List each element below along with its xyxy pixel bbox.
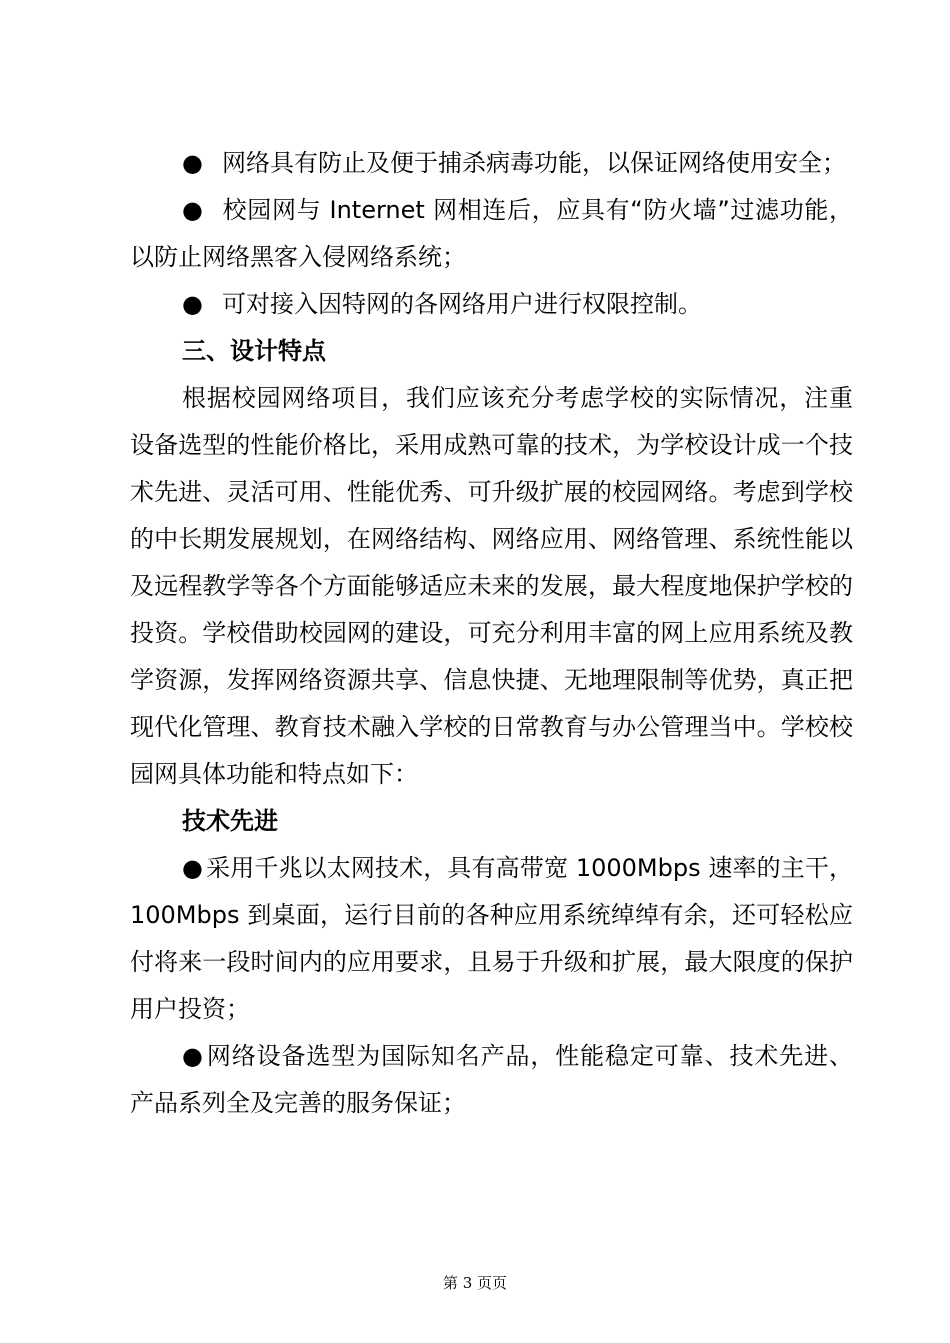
bullet-equipment (130, 1033, 853, 1127)
bullet-icon: ● (182, 196, 203, 224)
document-body (130, 140, 853, 1127)
bullet-icon: ● (182, 290, 203, 318)
sub-heading: 技术先进 (182, 807, 278, 835)
page-footer (0, 1272, 950, 1293)
bullet-antivirus (130, 140, 853, 187)
footer-suffix: 页页 (477, 1274, 508, 1292)
footer-page-number: 3 (462, 1274, 473, 1292)
body-paragraph: 根据校园网络项目，我们应该充分考虑学校的实际情况，注重设备选型的性能价格比，采用成熟可靠的技术，为学校设计成一个技术先进、灵活可用、性能优秀、可升级扩展的校园网络。考虑到学校的中长期发展规划，在网络结构、网络应用、网络管理、系统性能以及远程教学等各个方面能够适应未来的发展，最大程度地保护学校的投资。学校借助校园网的建设，可充分利用丰富的网上应用系统及教学资源，发挥网络资源共享、信息快捷、无地理限制等优势，真正把现代化管理、教育技术融入学校的日常教育与办公管理当中。学校校园网具体功能和特点如下： (130, 384, 853, 788)
bullet-text: 可对接入因特网的各网络用户进行权限控制。 (222, 290, 702, 318)
bullet-gigabit (130, 845, 853, 1033)
bullet-access-control (130, 281, 853, 328)
bullet-icon: ● (182, 854, 203, 882)
bullet-firewall (130, 187, 853, 281)
bullet-text: 校园网与 Internet 网相连后，应具有“防火墙”过滤功能，以防止网络黑客入侵网络系统； (130, 196, 853, 271)
footer-prefix: 第 (442, 1274, 458, 1292)
bullet-icon: ● (182, 149, 203, 177)
section-heading: 三、设计特点 (182, 337, 326, 365)
bullet-text: 采用千兆以太网技术，具有高带宽 1000Mbps 速率的主干，100Mbps 到桌面，运行目前的各种应用系统绰绰有余，还可轻松应付将来一段时间内的应用要求，且易于升级和扩展，最大限度的保护用户投资； (130, 854, 853, 1023)
bullet-text: 网络具有防止及便于捕杀病毒功能，以保证网络使用安全； (222, 149, 846, 177)
bullet-text: 网络设备选型为国际知名产品，性能稳定可靠、技术先进、产品系列全及完善的服务保证； (130, 1042, 853, 1117)
bullet-icon: ● (182, 1042, 203, 1070)
